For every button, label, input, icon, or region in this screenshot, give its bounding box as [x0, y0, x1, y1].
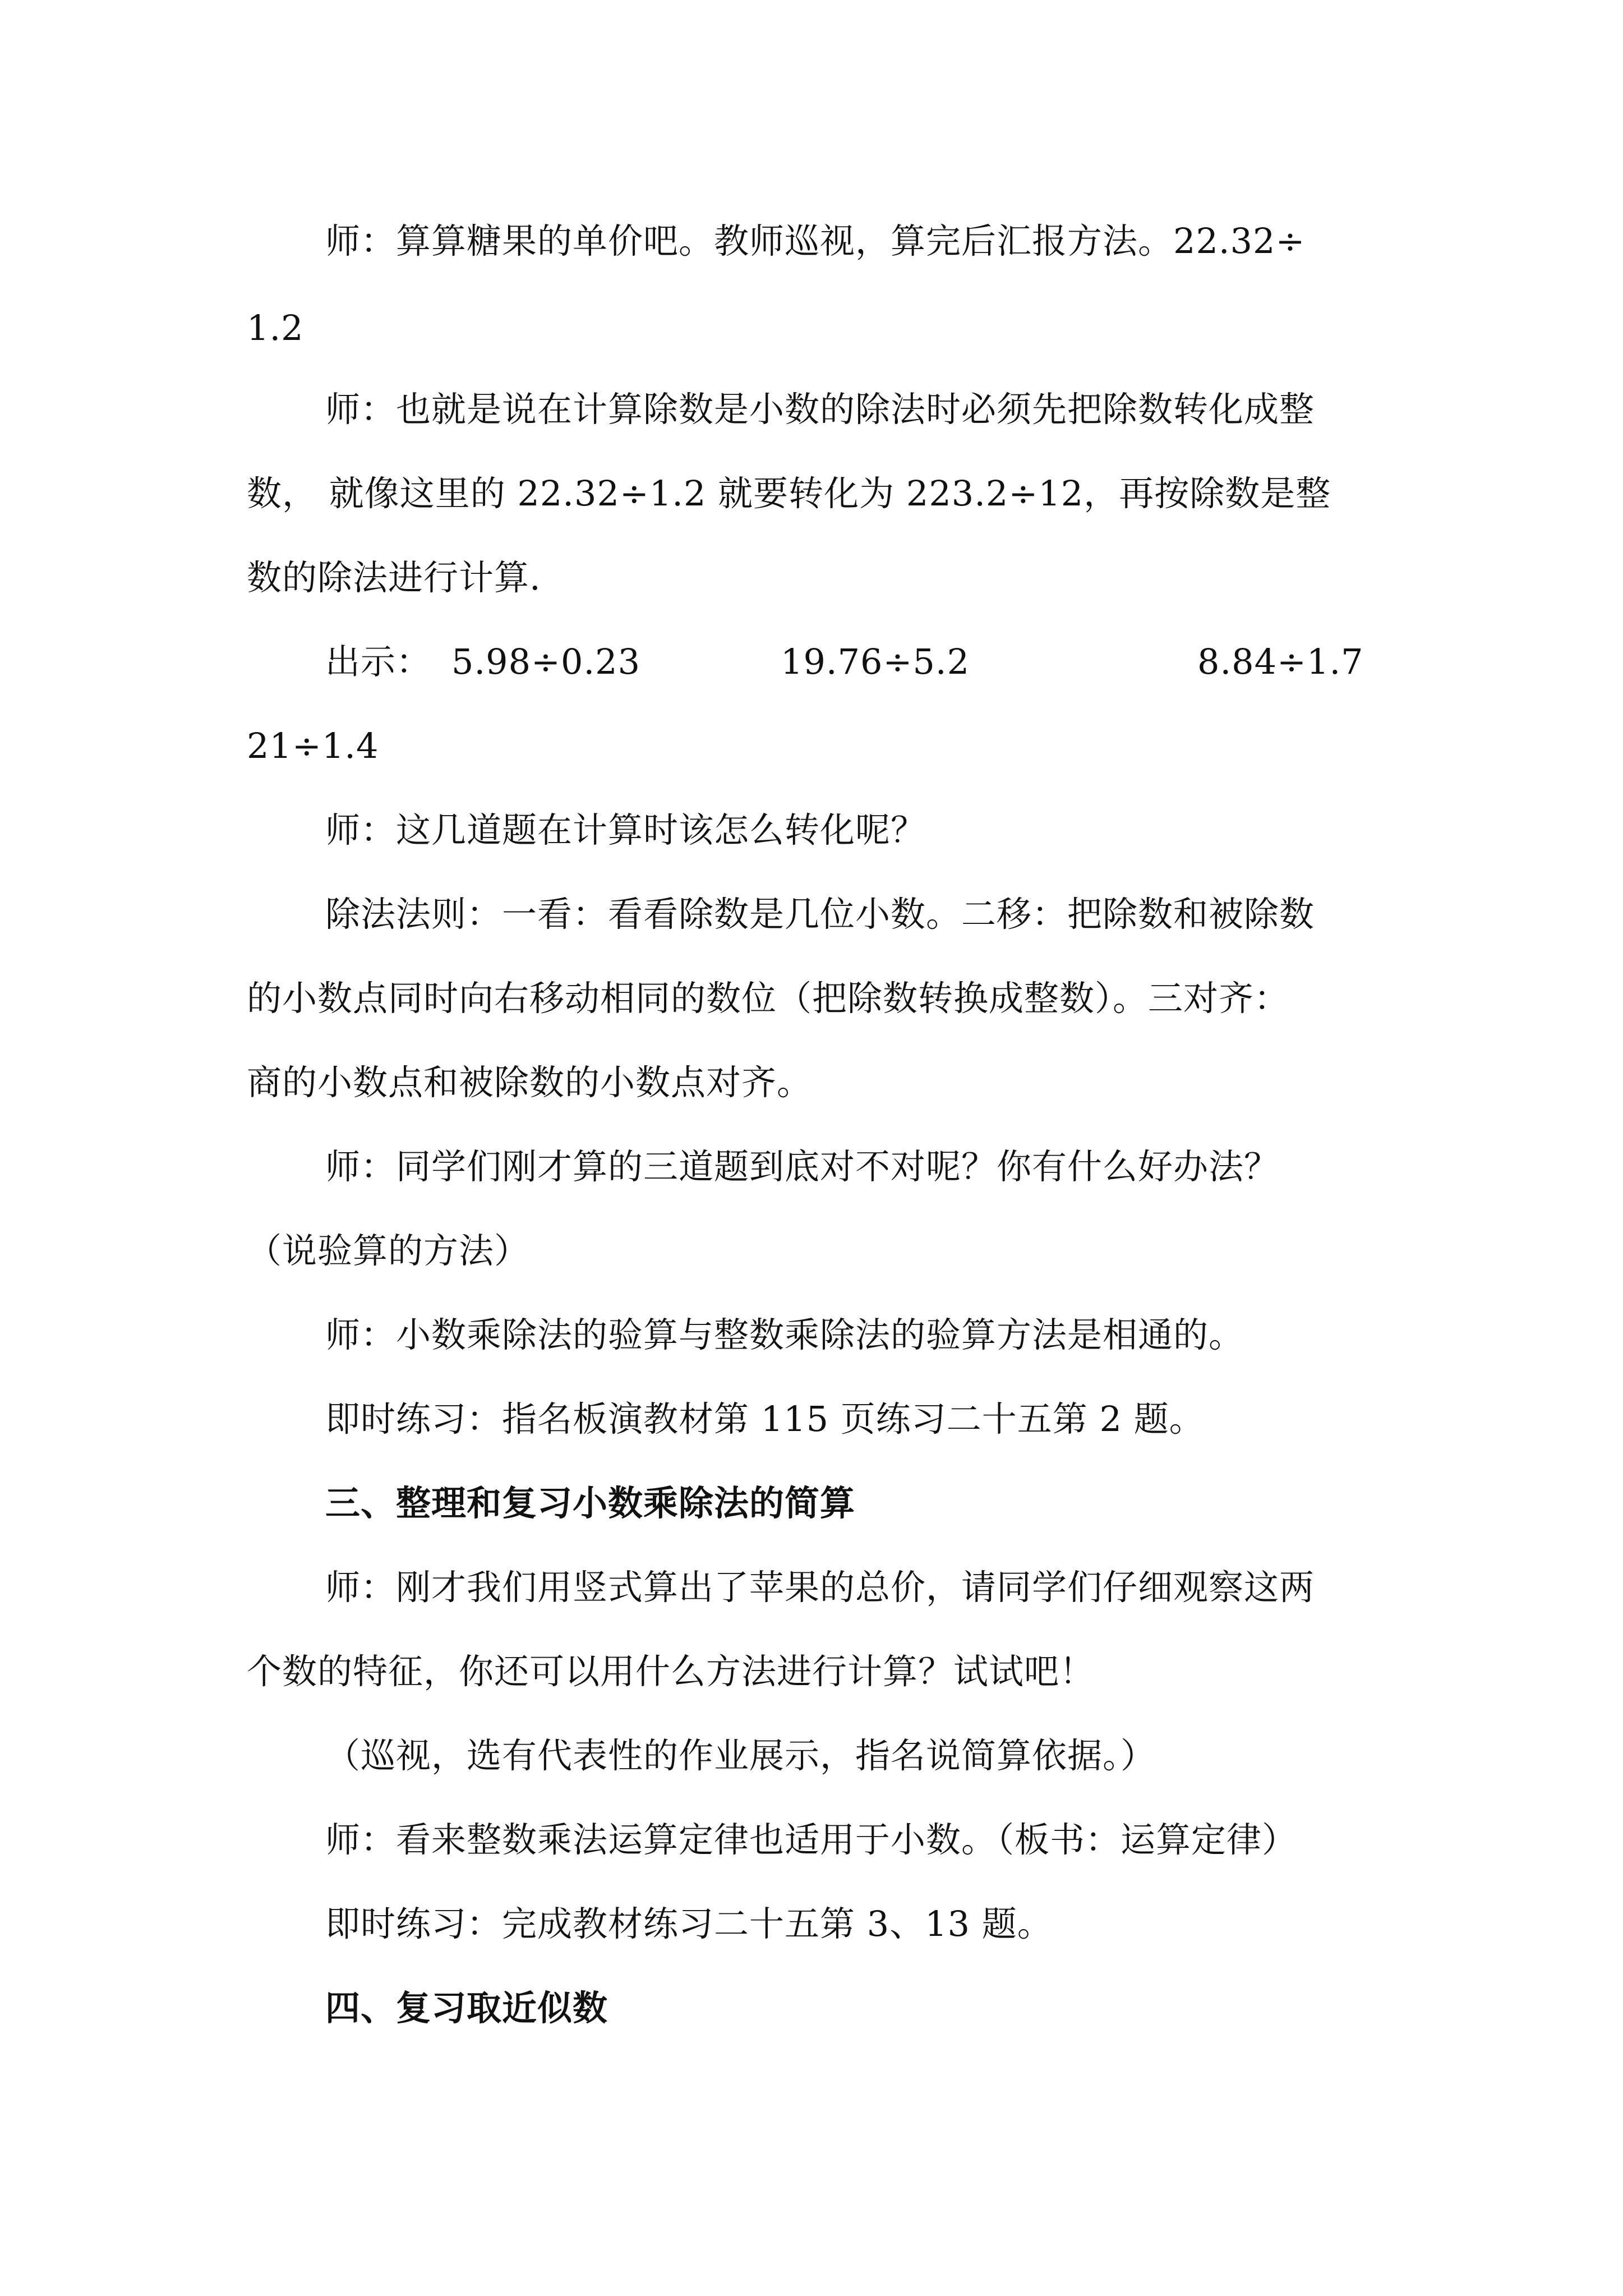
expression-3: 8.84÷1.7 [1197, 641, 1364, 682]
paragraph-line: 数的除法进行计算. [247, 557, 541, 598]
paragraph-line: （说验算的方法） [247, 1230, 530, 1271]
paragraph-line: 师：同学们刚才算的三道题到底对不对呢？你有什么好办法？ [325, 1146, 1280, 1187]
paragraph-line: 即时练习：指名板演教材第 115 页练习二十五第 2 题。 [325, 1398, 1205, 1439]
show-expressions-line [325, 639, 1391, 684]
paragraph-line: 个数的特征，你还可以用什么方法进行计算？试试吧！ [247, 1651, 1095, 1692]
paragraph-line: 师：算算糖果的单价吧。教师巡视，算完后汇报方法。22.32÷ [325, 220, 1306, 261]
paragraph-line: 数， 就像这里的 22.32÷1.2 就要转化为 223.2÷12，再按除数是整 [247, 473, 1331, 514]
paragraph-line: 即时练习：完成教材练习二十五第 3、13 题。 [325, 1903, 1053, 1944]
expression-1: 5.98÷0.23 [451, 641, 641, 682]
paragraph-line: 除法法则：一看：看看除数是几位小数。二移：把除数和被除数 [325, 894, 1315, 935]
paragraph-line: 师：刚才我们用竖式算出了苹果的总价，请同学们仔细观察这两 [325, 1567, 1315, 1608]
show-label: 出示： [325, 641, 432, 682]
paragraph-line: 师：看来整数乘法运算定律也适用于小数。（板书：运算定律） [325, 1819, 1298, 1860]
paragraph-line: 1.2 [247, 307, 304, 348]
paragraph-line: 21÷1.4 [247, 725, 379, 766]
paragraph-line: 师：也就是说在计算除数是小数的除法时必须先把除数转化成整 [325, 389, 1315, 430]
paragraph-line: 的小数点同时向右移动相同的数位（把除数转换成整数）。三对齐： [247, 978, 1290, 1019]
expression-2: 19.76÷5.2 [781, 641, 970, 682]
paragraph-line: （巡视，选有代表性的作业展示，指名说简算依据。） [325, 1735, 1156, 1776]
paragraph-line: 师：小数乘除法的验算与整数乘除法的验算方法是相通的。 [325, 1314, 1244, 1355]
paragraph-line: 商的小数点和被除数的小数点对齐。 [247, 1062, 813, 1103]
section-heading: 三、整理和复习小数乘除法的简算 [325, 1483, 856, 1524]
paragraph-line: 师：这几道题在计算时该怎么转化呢？ [325, 809, 926, 850]
section-heading: 四、复习取近似数 [325, 1987, 608, 2028]
